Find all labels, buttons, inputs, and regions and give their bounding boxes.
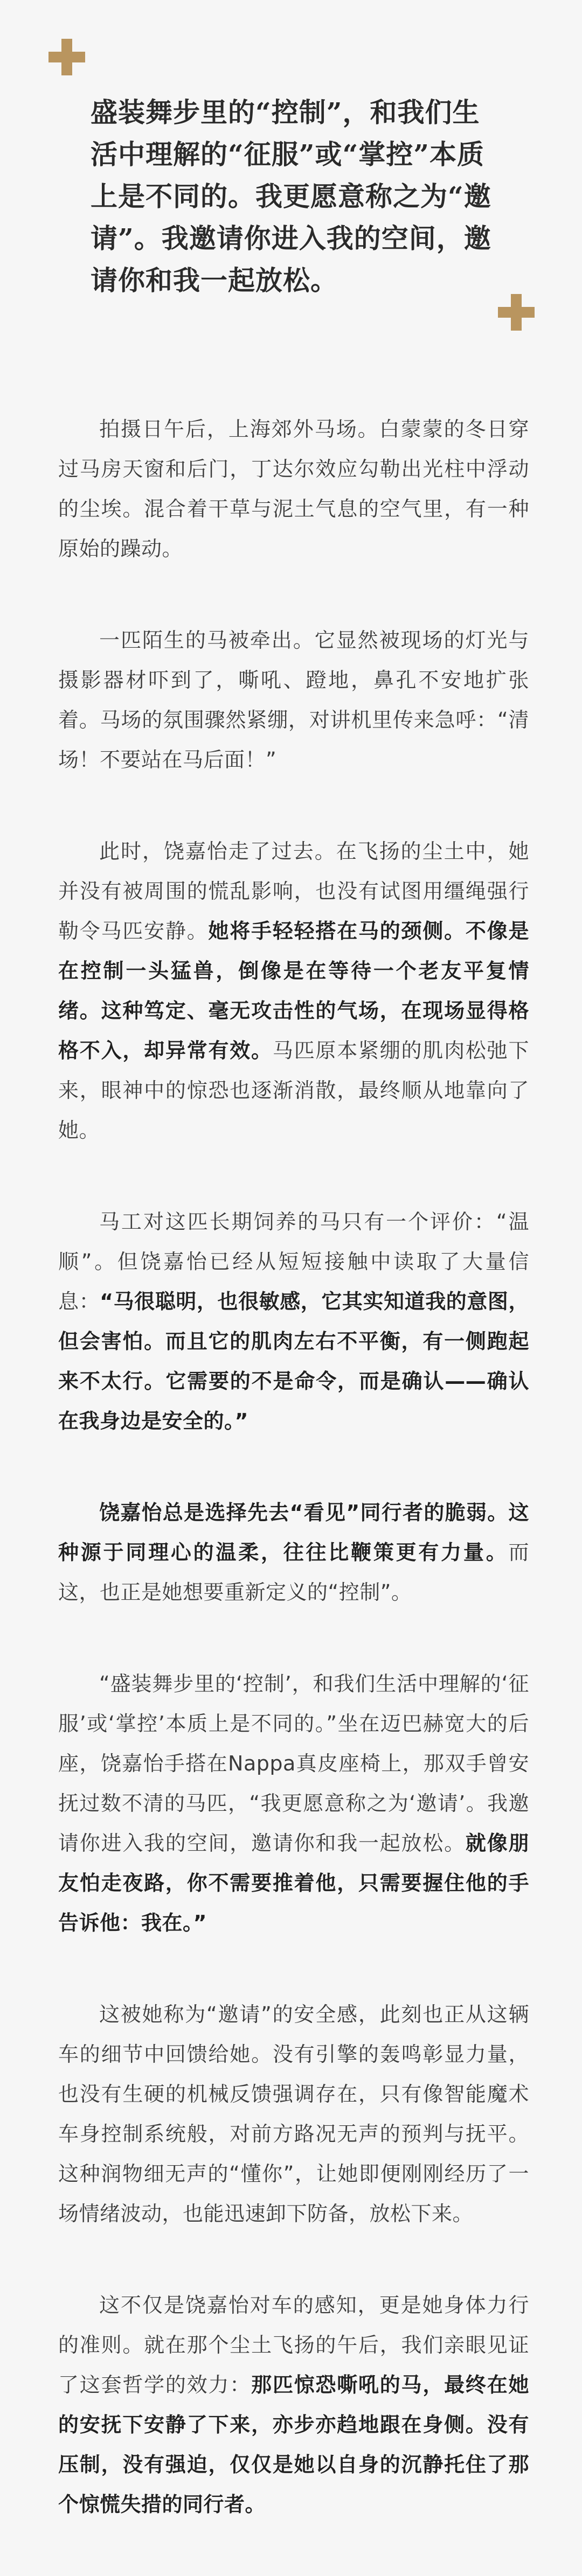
paragraph-8 [58, 2285, 529, 2524]
paragraph-bold-text: 饶嘉怡总是选择先去“看见”同行者的脆弱。这种源于同理心的温柔，往往比鞭策更有力量。 [58, 1501, 529, 1564]
pull-quote: 盛装舞步里的“控制”，和我们生活中理解的“征服”或“掌控”本质上是不同的。我更愿意称之为“邀请”。我邀请你进入我的空间，邀请你和我一起放松。 [91, 96, 491, 296]
paragraph-1 [58, 409, 529, 569]
paragraph-7 [58, 1994, 529, 2234]
paragraph-text: 这不仅是饶嘉怡对车的感知，更是她身体力行的准则。就在那个尘土飞扬的午后，我们亲眼见证了这套哲学的效力： [58, 2293, 529, 2397]
paragraph-text: 拍摄日午后，上海郊外马场。白蒙蒙的冬日穿过马房天窗和后门，丁达尔效应勾勒出光柱中浮动的尘埃。混合着干草与泥土气息的空气里，有一种原始的躁动。 [58, 417, 529, 561]
paragraph-2 [58, 620, 529, 780]
paragraph-text: “盛装舞步里的‘控制’，和我们生活中理解的‘征服’或‘掌控’本质上是不同的。”坐在迈巴赫宽大的后座，饶嘉怡手搭在Nappa真皮座椅上，那双手曾安抚过数不清的马匹，“我更愿意称之为‘邀请’。我邀请你进入我的空间，邀请你和我一起放松。 [58, 1672, 529, 1855]
plus-icon [498, 294, 535, 331]
paragraph-4 [58, 1202, 529, 1441]
paragraph-3 [58, 831, 529, 1150]
article-body [58, 409, 529, 2576]
paragraph-bold-text: 那匹惊恐嘶吼的马，最终在她的安抚下安静了下来，亦步亦趋地跟在身侧。没有压制，没有强迫，仅仅是她以自身的沉静托住了那个惊慌失措的同行者。 [58, 2373, 529, 2516]
paragraph-5 [58, 1493, 529, 1612]
paragraph-bold-text: 就像朋友怕走夜路，你不需要推着他，只需要握住他的手告诉他：我在。” [58, 1831, 529, 1935]
paragraph-bold-text: 她将手轻轻搭在马的颈侧。不像是在控制一头猛兽，倒像是在等待一个老友平复情绪。这种笃定、毫无攻击性的气场，在现场显得格格不入，却异常有效。 [58, 919, 529, 1062]
paragraph-text: 这被她称为“邀请”的安全感，此刻也正从这辆车的细节中回馈给她。没有引擎的轰鸣彰显力量，也没有生硬的机械反馈强调存在，只有像智能魔术车身控制系统般，对前方路况无声的预判与抚平。这种润物细无声的“懂你”，让她即便刚刚经历了一场情绪波动，也能迅速卸下防备，放松下来。 [58, 2003, 529, 2225]
paragraph-text: 而这，也正是她想要重新定义的“控制”。 [58, 1541, 529, 1604]
paragraph-text: 此时，饶嘉怡走了过去。在飞扬的尘土中，她并没有被周围的慌乱影响，也没有试图用缰绳强行勒令马匹安静。 [58, 839, 529, 943]
paragraph-text: 一匹陌生的马被牵出。它显然被现场的灯光与摄影器材吓到了，嘶吼、蹬地，鼻孔不安地扩张着。马场的氛围骤然紧绷，对讲机里传来急呼：“清场！不要站在马后面！” [58, 628, 529, 772]
paragraph-6 [58, 1664, 529, 1943]
plus-icon [48, 39, 85, 75]
paragraph-text: 马工对这匹长期饲养的马只有一个评价：“温顺”。但饶嘉怡已经从短短接触中读取了大量信息： [58, 1210, 529, 1313]
paragraph-bold-text: “马很聪明，也很敏感，它其实知道我的意图，但会害怕。而且它的肌肉左右不平衡，有一侧跑起来不太行。它需要的不是命令，而是确认——确认在我身边是安全的。” [58, 1290, 529, 1433]
paragraph-text: 马匹原本紧绷的肌肉松弛下来，眼神中的惊恐也逐渐消散，最终顺从地靠向了她。 [58, 1039, 529, 1142]
